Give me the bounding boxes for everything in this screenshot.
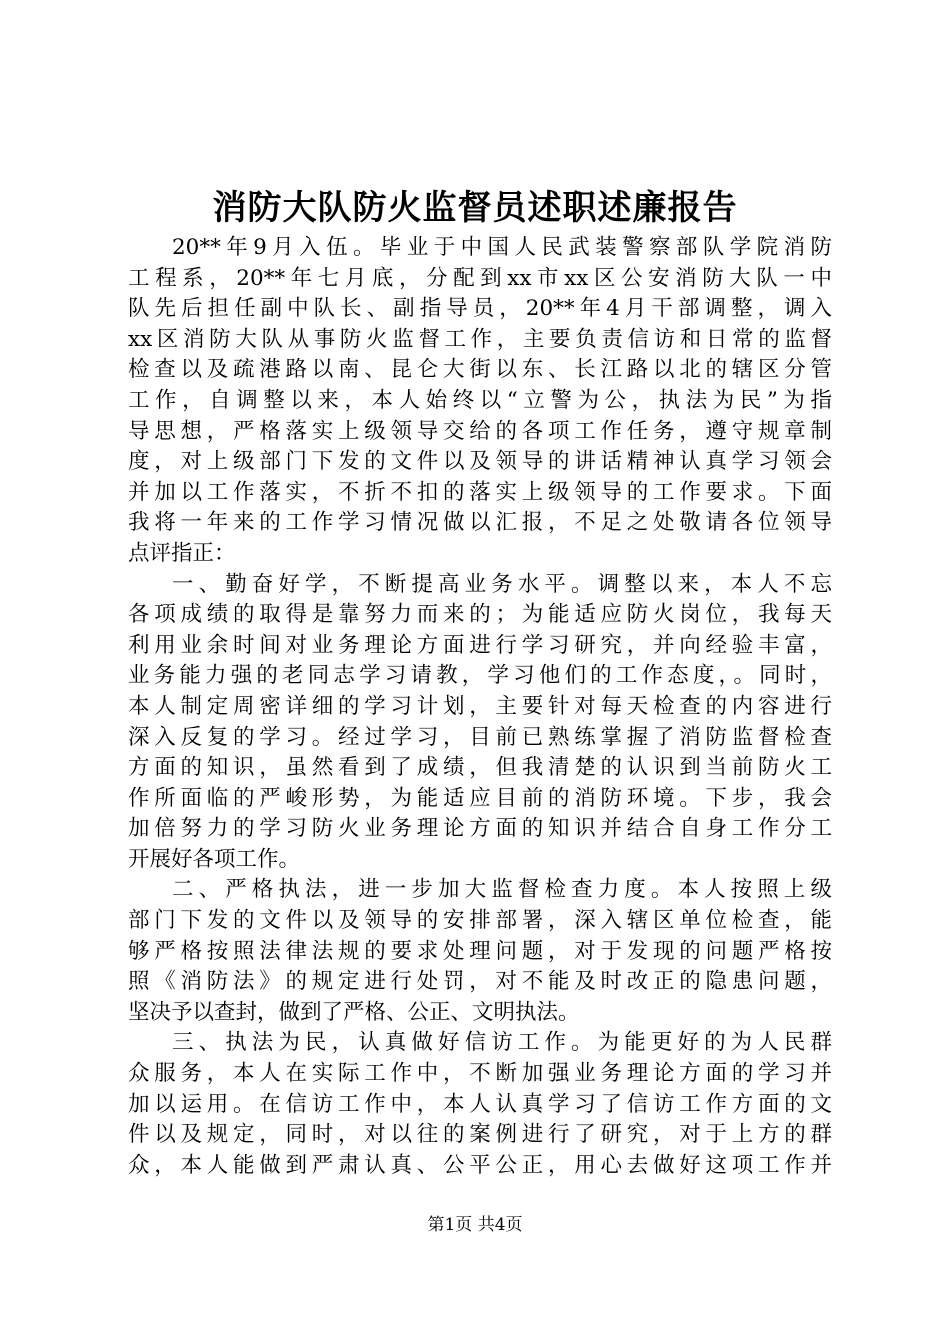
text-line: 工作，自调整以来，本人始终以“立警为公，执法为民”为指 xyxy=(128,387,832,413)
text-line: 点评指正： xyxy=(128,540,236,566)
text-line: 一、勤奋好学，不断提高业务水平。调整以来，本人不忘 xyxy=(172,571,832,597)
text-line: xx区消防大队从事防火监督工作，主要负责信访和日常的监督 xyxy=(128,326,832,352)
text-line: 开展好各项工作。 xyxy=(128,846,301,872)
text-line: 三、执法为民，认真做好信访工作。为能更好的为人民群 xyxy=(172,1030,832,1056)
text-line: 业务能力强的老同志学习请教，学习他们的工作态度，。同时， xyxy=(128,663,832,689)
text-line: 检查以及疏港路以南、昆仑大街以东、长江路以北的辖区分管 xyxy=(128,357,832,383)
text-line: 各项成绩的取得是靠努力而来的；为能适应防火岗位，我每天 xyxy=(128,602,832,628)
text-line: 加以运用。在信访工作中，本人认真学习了信访工作方面的文 xyxy=(128,1091,832,1117)
document-body xyxy=(128,233,832,1181)
page-footer: 第1页 共4页 xyxy=(427,1215,523,1235)
text-line: 照《消防法》的规定进行处罚，对不能及时改正的隐患问题， xyxy=(128,969,832,995)
text-line: 度，对上级部门下发的文件以及领导的讲话精神认真学习领会 xyxy=(128,449,832,475)
text-line: 件以及规定，同时，对以往的案例进行了研究，对于上方的群 xyxy=(128,1122,832,1148)
text-line: 20**年9月入伍。毕业于中国人民武装警察部队学院消防 xyxy=(172,235,832,260)
text-line: 加倍努力的学习防火业务理论方面的知识并结合自身工作分工 xyxy=(128,816,832,842)
text-line: 二、严格执法，进一步加大监督检查力度。本人按照上级 xyxy=(172,877,832,903)
text-line: 众服务，本人在实际工作中，不断加强业务理论方面的学习并 xyxy=(128,1061,832,1087)
text-line: 工程系，20**年七月底，分配到xx市xx区公安消防大队一中 xyxy=(128,265,832,291)
text-line: 导思想，严格落实上级领导交给的各项工作任务，遵守规章制 xyxy=(128,418,832,444)
text-line: 本人制定周密详细的学习计划，主要针对每天检查的内容进行 xyxy=(128,693,832,719)
text-line: 方面的知识，虽然看到了成绩，但我清楚的认识到当前防火工 xyxy=(128,755,832,781)
text-line: 坚决予以查封，做到了严格、公正、文明执法。 xyxy=(128,999,580,1025)
text-line: 队先后担任副中队长、副指导员，20**年4月干部调整，调入 xyxy=(128,296,832,322)
text-line: 部门下发的文件以及领导的安排部署，深入辖区单位检查，能 xyxy=(128,908,832,934)
document-title: 消防大队防火监督员述职述廉报告 xyxy=(212,188,738,228)
text-line: 众，本人能做到严肃认真、公平公正，用心去做好这项工作并 xyxy=(128,1152,832,1178)
text-line: 够严格按照法律法规的要求处理问题，对于发现的问题严格按 xyxy=(128,938,832,964)
text-line: 我将一年来的工作学习情况做以汇报，不足之处敬请各位领导 xyxy=(128,510,832,536)
text-line: 利用业余时间对业务理论方面进行学习研究，并向经验丰富， xyxy=(128,632,832,658)
text-line: 作所面临的严峻形势，为能适应目前的消防环境。下步，我会 xyxy=(128,785,832,811)
text-line: 深入反复的学习。经过学习，目前已熟练掌握了消防监督检查 xyxy=(128,724,832,750)
text-line: 并加以工作落实，不折不扣的落实上级领导的工作要求。下面 xyxy=(128,479,832,505)
